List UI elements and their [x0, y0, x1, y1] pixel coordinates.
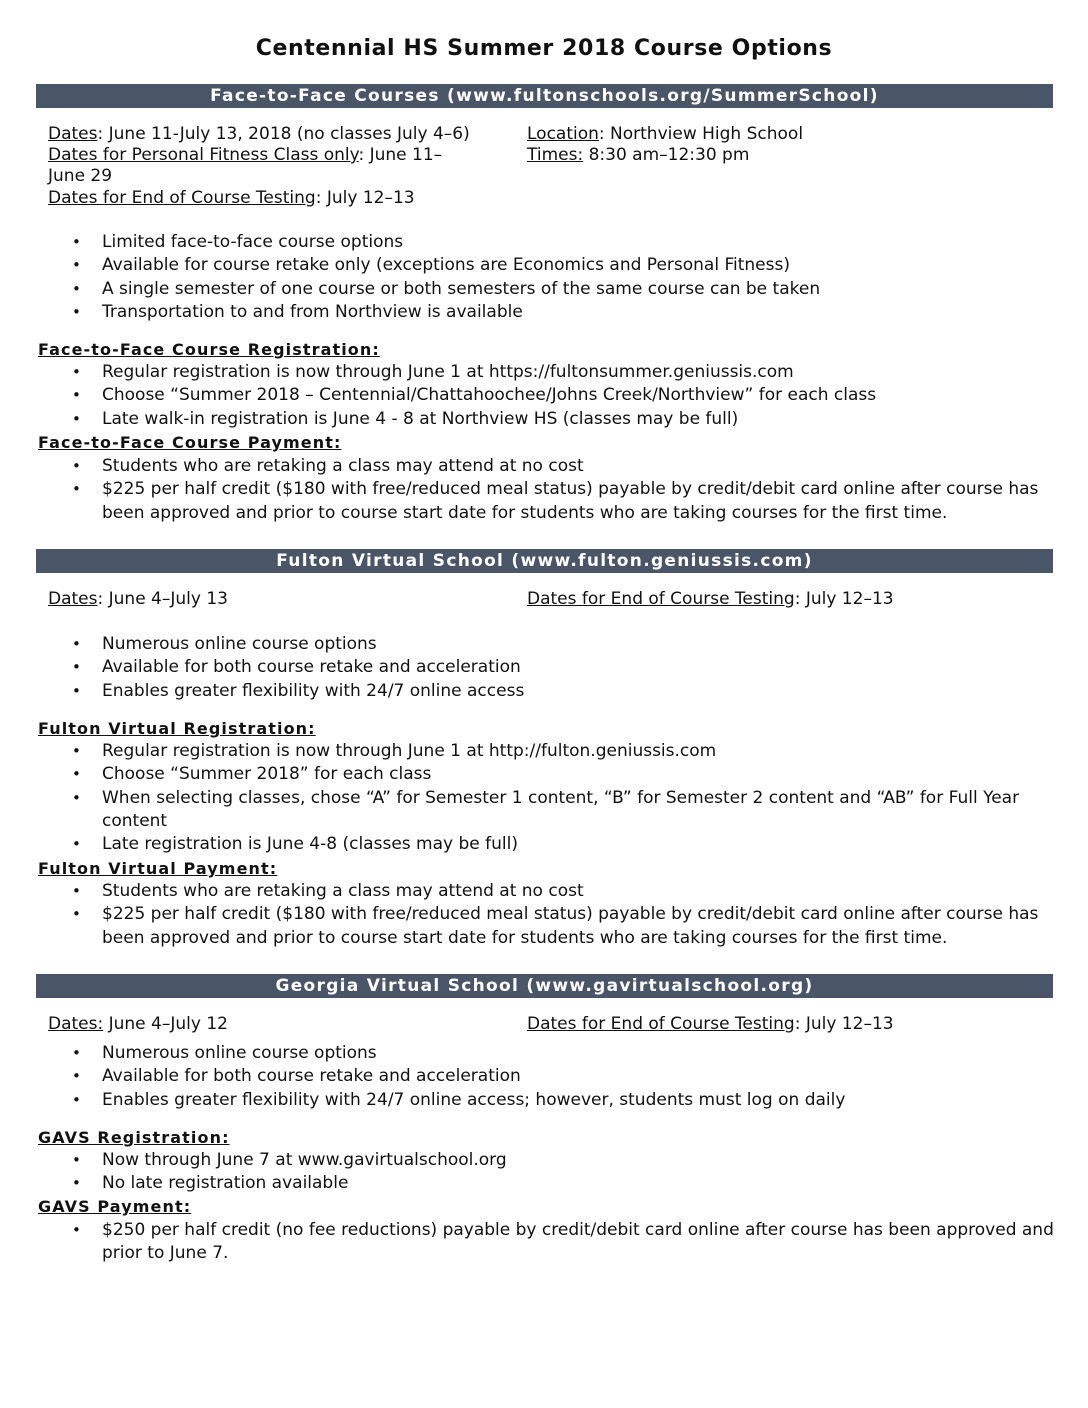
times-value: 8:30 am–12:30 pm [583, 145, 750, 165]
face-to-face-registration-list [0, 361, 1088, 431]
list-item: • Enables greater flexibility with 24/7 online access; however, students must log on daily [0, 1089, 1088, 1112]
list-item: • Available for both course retake and acceleration [0, 1065, 1088, 1088]
face-to-face-registration-heading: Face-to-Face Course Registration: [38, 340, 380, 359]
times-line [527, 145, 749, 166]
times-label: Times: [527, 145, 584, 165]
fitness-dates-continuation: June 29 [48, 166, 113, 186]
fulton-virtual-payment-list [0, 880, 1088, 950]
list-item: • $225 per half credit ($180 with free/reduced meal status) payable by credit/debit card online after course has been approved and prior to course start date for students who are taking courses for the first time. [0, 478, 1088, 525]
section-header-face-to-face: Face-to-Face Courses (www.fultonschools.org/SummerSchool) [36, 84, 1053, 108]
gavs-registration-list [0, 1149, 1088, 1196]
list-item: • Students who are retaking a class may attend at no cost [0, 880, 1088, 903]
fulton-virtual-registration-heading: Fulton Virtual Registration: [38, 719, 316, 738]
list-item: • Choose “Summer 2018” for each class [0, 763, 1088, 786]
gavs-registration-heading: GAVS Registration: [38, 1128, 230, 1147]
page-title: Centennial HS Summer 2018 Course Options [255, 36, 833, 61]
list-item: • Late walk-in registration is June 4 - 8 at Northview HS (classes may be full) [0, 408, 1088, 431]
list-item: • No late registration available [0, 1172, 1088, 1195]
eoc-testing-value: : July 12–13 [794, 589, 894, 609]
eoc-testing-label: Dates for End of Course Testing [527, 1014, 795, 1034]
section-header-fulton-virtual: Fulton Virtual School (www.fulton.geniussis.com) [36, 549, 1053, 573]
gavs-payment-list [0, 1219, 1088, 1266]
fulton-virtual-features-list [0, 633, 1088, 703]
list-item: • $250 per half credit (no fee reductions) payable by credit/debit card online after course has been approved and prior to June 7. [0, 1219, 1088, 1266]
list-item: • Numerous online course options [0, 1042, 1088, 1065]
list-item: • Numerous online course options [0, 633, 1088, 656]
face-to-face-payment-list [0, 455, 1088, 525]
list-item: • Regular registration is now through June 1 at http://fulton.geniussis.com [0, 740, 1088, 763]
dates-line [48, 589, 228, 610]
eoc-testing-value: : July 12–13 [315, 188, 415, 208]
dates-value: : June 11-July 13, 2018 (no classes July 4–6) [97, 124, 470, 144]
location-value: : Northview High School [598, 124, 804, 144]
list-item: • Students who are retaking a class may attend at no cost [0, 455, 1088, 478]
section-header-georgia-virtual: Georgia Virtual School (www.gavirtualschool.org) [36, 974, 1053, 998]
face-to-face-payment-heading: Face-to-Face Course Payment: [38, 433, 342, 452]
eoc-testing-line [527, 1014, 894, 1035]
gavs-features-list [0, 1042, 1088, 1112]
dates-line [48, 124, 470, 145]
gavs-payment-heading: GAVS Payment: [38, 1197, 192, 1216]
list-item: • Enables greater flexibility with 24/7 online access [0, 680, 1088, 703]
dates-label: Dates [48, 589, 98, 609]
dates-line [48, 1014, 228, 1035]
dates-value: : June 4–July 13 [97, 589, 228, 609]
list-item: • Transportation to and from Northview is available [0, 301, 1088, 324]
list-item: • A single semester of one course or both semesters of the same course can be taken [0, 278, 1088, 301]
dates-label: Dates: [48, 1014, 104, 1034]
list-item: • Late registration is June 4-8 (classes may be full) [0, 833, 1088, 856]
list-item: • Limited face-to-face course options [0, 231, 1088, 254]
list-item: • When selecting classes, chose “A” for Semester 1 content, “B” for Semester 2 content and “AB” for Full Year content [0, 787, 1088, 834]
dates-value: June 4–July 12 [103, 1014, 228, 1034]
dates-label: Dates [48, 124, 98, 144]
list-item: • Available for both course retake and acceleration [0, 656, 1088, 679]
fitness-dates-label: Dates for Personal Fitness Class only [48, 145, 359, 165]
fitness-dates-value: : June 11– [358, 145, 443, 165]
fulton-virtual-payment-heading: Fulton Virtual Payment: [38, 859, 278, 878]
eoc-testing-label: Dates for End of Course Testing [527, 589, 795, 609]
list-item: • Choose “Summer 2018 – Centennial/Chattahoochee/Johns Creek/Northview” for each class [0, 384, 1088, 407]
face-to-face-features-list [0, 231, 1088, 324]
eoc-testing-line [527, 589, 894, 610]
list-item: • Available for course retake only (exceptions are Economics and Personal Fitness) [0, 254, 1088, 277]
eoc-testing-value: : July 12–13 [794, 1014, 894, 1034]
eoc-testing-line [48, 188, 415, 209]
location-label: Location [527, 124, 599, 144]
eoc-testing-label: Dates for End of Course Testing [48, 188, 316, 208]
location-line [527, 124, 803, 145]
list-item: • Regular registration is now through June 1 at https://fultonsummer.geniussis.com [0, 361, 1088, 384]
fitness-dates-line [48, 145, 442, 166]
list-item: • Now through June 7 at www.gavirtualschool.org [0, 1149, 1088, 1172]
fulton-virtual-registration-list [0, 740, 1088, 856]
list-item: • $225 per half credit ($180 with free/reduced meal status) payable by credit/debit card online after course has been approved and prior to course start date for students who are taking courses for the first time. [0, 903, 1088, 950]
